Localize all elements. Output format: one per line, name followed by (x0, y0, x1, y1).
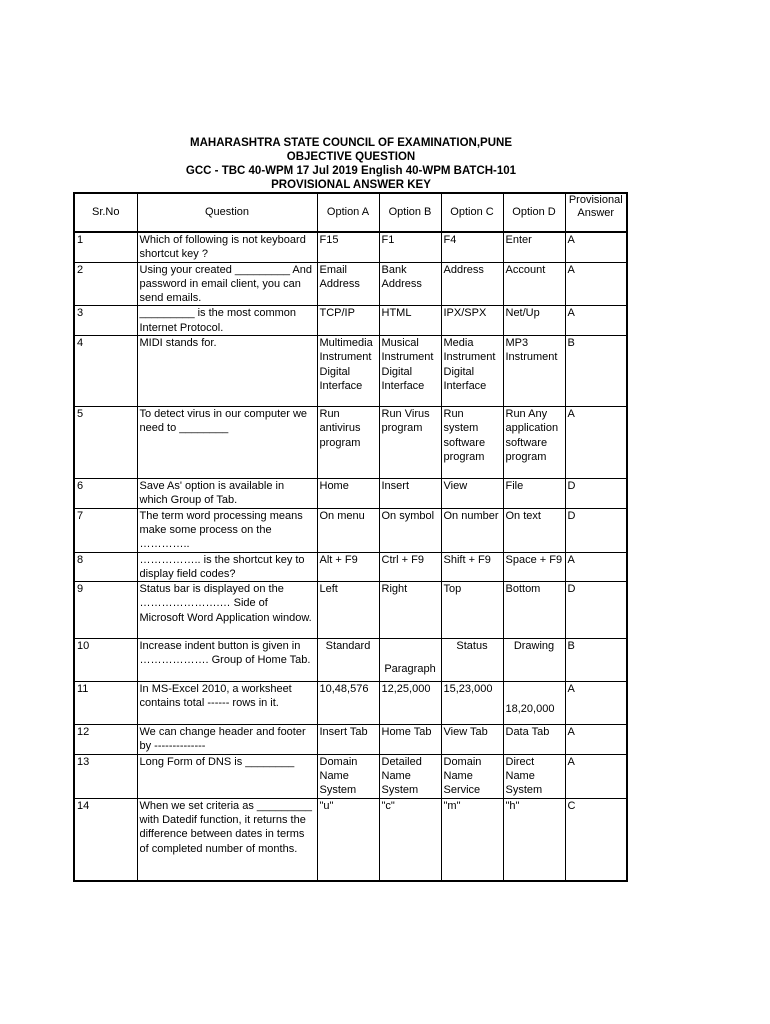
cell-option-d: 18,20,000 (503, 682, 565, 725)
cell-option-a: Run antivirus program (317, 407, 379, 479)
cell-answer: C (565, 798, 627, 881)
cell-sr: 14 (74, 798, 137, 881)
cell-answer: A (565, 754, 627, 798)
cell-question: To detect virus in our computer we need to ________ (137, 407, 317, 479)
cell-sr: 2 (74, 262, 137, 306)
header-provisional-answer: Provisional Answer (565, 193, 627, 232)
cell-question: Which of following is not keyboard shortcut key ? (137, 232, 317, 262)
cell-question: The term word processing means make some process on the ………….. (137, 508, 317, 552)
cell-option-d: Account (503, 262, 565, 306)
header-sr-no: Sr.No (74, 193, 137, 232)
header-option-c: Option C (441, 193, 503, 232)
cell-option-a: Left (317, 582, 379, 639)
table-row (74, 682, 627, 725)
cell-answer: B (565, 336, 627, 407)
cell-sr: 6 (74, 479, 137, 509)
cell-question: Increase indent button is given in ………………. Group of Home Tab. (137, 639, 317, 682)
cell-option-a: Standard (317, 639, 379, 682)
cell-option-d: Net/Up (503, 306, 565, 336)
cell-option-a: Multimedia Instrument Digital Interface (317, 336, 379, 407)
cell-option-c: On number (441, 508, 503, 552)
cell-question: _________ is the most common Internet Protocol. (137, 306, 317, 336)
cell-sr: 4 (74, 336, 137, 407)
cell-option-b: On symbol (379, 508, 441, 552)
cell-sr: 1 (74, 232, 137, 262)
cell-option-c: Shift + F9 (441, 552, 503, 582)
cell-option-a: F15 (317, 232, 379, 262)
cell-option-a: Email Address (317, 262, 379, 306)
exam-title: GCC - TBC 40-WPM 17 Jul 2019 English 40-WPM BATCH-101 (185, 165, 517, 177)
cell-option-d: Run Any application software program (503, 407, 565, 479)
cell-question: MIDI stands for. (137, 336, 317, 407)
cell-option-c: IPX/SPX (441, 306, 503, 336)
answer-key-table (73, 192, 628, 882)
table-row (74, 754, 627, 798)
cell-question: Using your created _________ And password in email client, you can send emails. (137, 262, 317, 306)
cell-option-d: On text (503, 508, 565, 552)
cell-option-b: HTML (379, 306, 441, 336)
cell-question: In MS-Excel 2010, a worksheet contains total ------ rows in it. (137, 682, 317, 725)
cell-option-b: Home Tab (379, 725, 441, 755)
cell-question: Status bar is displayed on the ………………….… Side of Microsoft Word Application window. (137, 582, 317, 639)
cell-sr: 8 (74, 552, 137, 582)
cell-answer: D (565, 508, 627, 552)
cell-answer: A (565, 552, 627, 582)
cell-option-b: 12,25,000 (379, 682, 441, 725)
cell-option-d: "h" (503, 798, 565, 881)
cell-option-d: Data Tab (503, 725, 565, 755)
table-row (74, 508, 627, 552)
cell-option-b: F1 (379, 232, 441, 262)
cell-sr: 3 (74, 306, 137, 336)
cell-option-c: "m" (441, 798, 503, 881)
cell-answer: A (565, 262, 627, 306)
cell-sr: 7 (74, 508, 137, 552)
cell-option-b: "c" (379, 798, 441, 881)
cell-option-a: On menu (317, 508, 379, 552)
cell-option-d: Bottom (503, 582, 565, 639)
cell-option-b: Run Virus program (379, 407, 441, 479)
cell-option-c: View Tab (441, 725, 503, 755)
cell-option-c: Top (441, 582, 503, 639)
cell-option-b: Right (379, 582, 441, 639)
cell-sr: 9 (74, 582, 137, 639)
answer-key-title: PROVISIONAL ANSWER KEY (271, 179, 431, 191)
table-row (74, 336, 627, 407)
cell-option-a: TCP/IP (317, 306, 379, 336)
cell-option-d: File (503, 479, 565, 509)
cell-option-b: Bank Address (379, 262, 441, 306)
table-header-row (74, 193, 627, 232)
header-option-d: Option D (503, 193, 565, 232)
table-row (74, 725, 627, 755)
document-header (74, 136, 628, 192)
cell-question: We can change header and footer by -------------- (137, 725, 317, 755)
cell-question: When we set criteria as _________ with Datedif function, it returns the difference between dates in terms of completed number of months. (137, 798, 317, 881)
cell-answer: A (565, 306, 627, 336)
cell-option-a: "u" (317, 798, 379, 881)
cell-option-b: Insert (379, 479, 441, 509)
table-row (74, 639, 627, 682)
table-row (74, 407, 627, 479)
cell-option-a: Domain Name System (317, 754, 379, 798)
table-row (74, 262, 627, 306)
cell-option-c: Address (441, 262, 503, 306)
cell-sr: 13 (74, 754, 137, 798)
cell-option-b: Musical Instrument Digital Interface (379, 336, 441, 407)
cell-option-d: Enter (503, 232, 565, 262)
cell-answer: D (565, 582, 627, 639)
cell-answer: A (565, 725, 627, 755)
cell-option-c: View (441, 479, 503, 509)
table-row (74, 582, 627, 639)
cell-sr: 12 (74, 725, 137, 755)
header-option-a: Option A (317, 193, 379, 232)
table-row (74, 479, 627, 509)
cell-sr: 10 (74, 639, 137, 682)
council-title: MAHARASHTRA STATE COUNCIL OF EXAMINATION,PUNE (190, 137, 512, 149)
cell-option-a: Insert Tab (317, 725, 379, 755)
table-row (74, 552, 627, 582)
header-question: Question (137, 193, 317, 232)
cell-option-c: Status (441, 639, 503, 682)
cell-option-d: Direct Name System (503, 754, 565, 798)
cell-option-b: Paragraph (379, 639, 441, 682)
cell-option-d: MP3 Instrument (503, 336, 565, 407)
cell-option-a: 10,48,576 (317, 682, 379, 725)
cell-answer: B (565, 639, 627, 682)
table-row (74, 306, 627, 336)
table-row (74, 798, 627, 881)
cell-option-b: Ctrl + F9 (379, 552, 441, 582)
objective-question-title: OBJECTIVE QUESTION (286, 151, 416, 163)
cell-option-a: Home (317, 479, 379, 509)
cell-option-c: F4 (441, 232, 503, 262)
cell-option-c: Domain Name Service (441, 754, 503, 798)
cell-option-c: 15,23,000 (441, 682, 503, 725)
cell-sr: 5 (74, 407, 137, 479)
cell-sr: 11 (74, 682, 137, 725)
cell-option-c: Media Instrument Digital Interface (441, 336, 503, 407)
cell-answer: A (565, 232, 627, 262)
cell-option-a: Alt + F9 (317, 552, 379, 582)
table-row (74, 232, 627, 262)
cell-option-d: Drawing (503, 639, 565, 682)
cell-option-d: Space + F9 (503, 552, 565, 582)
cell-answer: A (565, 682, 627, 725)
cell-answer: D (565, 479, 627, 509)
cell-option-b: Detailed Name System (379, 754, 441, 798)
cell-option-c: Run system software program (441, 407, 503, 479)
cell-question: Save As' option is available in which Group of Tab. (137, 479, 317, 509)
header-option-b: Option B (379, 193, 441, 232)
cell-question: Long Form of DNS is ________ (137, 754, 317, 798)
cell-question: …………….. is the shortcut key to display field codes? (137, 552, 317, 582)
cell-answer: A (565, 407, 627, 479)
